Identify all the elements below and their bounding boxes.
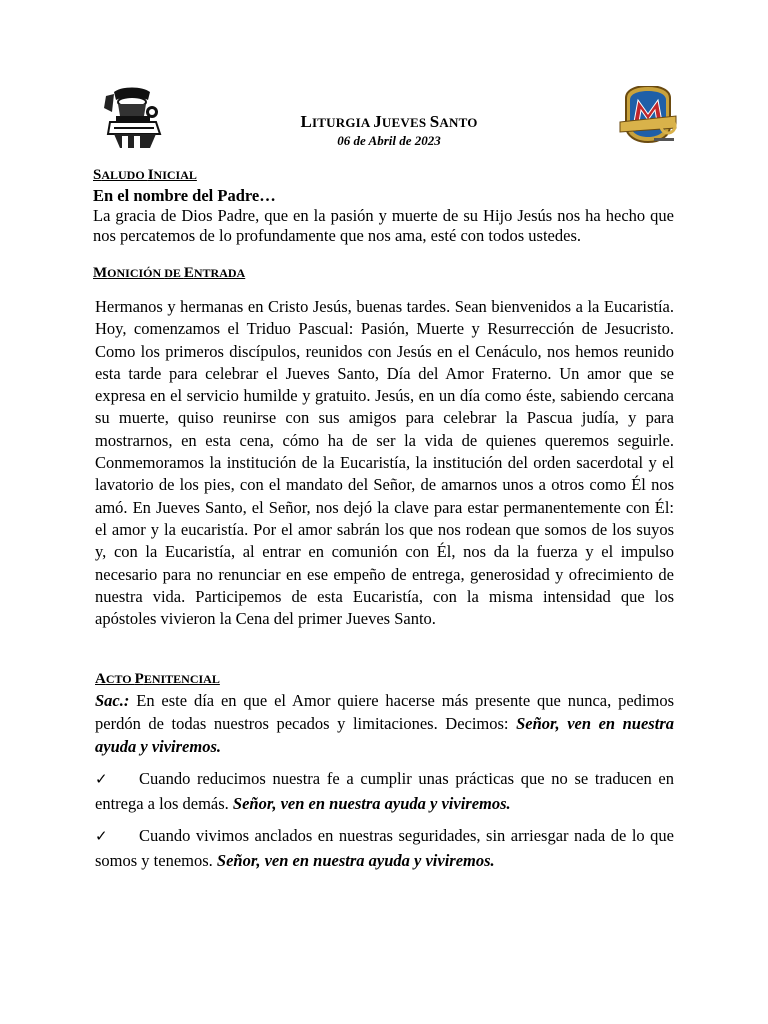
list-item-text: Cuando vivimos anclados en nuestras seguridades, sin arriesgar nada de lo que somos y tenemos. (95, 826, 674, 870)
list-item-response: Señor, ven en nuestra ayuda y viviremos. (232, 794, 511, 813)
monicion-text: Hermanos y hermanas en Cristo Jesús, buenas tardes. Sean bienvenidos a la Eucaristía. Hoy, comenzamos el Triduo Pascual: Pasión, Muerte y Resurrección de Jesucristo. Como los primeros discípulos, reunidos con Jesús en el Cenáculo, nos hemos reunido esta tarde para celebrar el Jueves Santo, Día del Amor Fraterno. Un amor que se expresa en el servicio humilde y gratuito. Jesús, en un día como éste, sabiendo cercana su muerte, quiso reunirse con sus amigos para celebrar la Pascua judía, y para mostrarnos, en esta cena, cómo ha de ser la vida de quienes queremos seguirle. Conmemoramos la institución de la Eucaristía, la institución del orden sacerdotal y el lavatorio de los pies, con el mandato del Señor, de amarnos unos a otros como Él nos amó. En Jueves Santo, el Señor, nos dejó la clave para estar permanentemente con Él: el amor y la eucaristía. Por el amor sabrán los que nos rodean que somos de los suyos y, con la Eucaristía, al entrar en comunión con Él, nos da la fuerza y el impulso necesario para no renunciar en ese empeño de entrega, generosidad y ofrecimiento de nuestra vida. Participemos de esta Eucaristía, con la misma intensidad que los apóstoles vivieron la Cena del primer Jueves Santo. (95, 297, 674, 629)
document-date: 06 de Abril de 2023 (337, 133, 441, 148)
marian-emblem-icon (618, 86, 678, 146)
monicion-section (93, 264, 674, 283)
list-item-text: Cuando reducimos nuestra fe a cumplir unas prácticas que no se traducen en entrega a los demás. (95, 769, 674, 813)
acto-intro-text: En este día en que el Amor quiere hacerse más presente que nunca, pedimos perdón de todas nuestros pecados y limitaciones. Decimos: (95, 691, 674, 733)
list-item (95, 767, 674, 815)
checkmark-icon: ✓ (95, 772, 108, 788)
speaker-label: Sac.: (95, 691, 130, 710)
monicion-heading: MONICIÓN DE ENTRADA (93, 265, 246, 281)
acto-section (95, 670, 674, 758)
acto-response: Señor, ven en nuestra ayuda y viviremos. (95, 714, 674, 756)
acto-intro (95, 689, 674, 758)
saludo-text: La gracia de Dios Padre, que en la pasión y muerte de su Hijo Jesús nos ha hecho que nos percatemos de lo profundamente que nos ama, esté con todos ustedes. (93, 206, 674, 245)
saludo-section (93, 166, 674, 246)
title-block (180, 111, 598, 148)
document-title: LITURGIA JUEVES SANTO (300, 112, 478, 131)
list-item (95, 824, 674, 872)
acto-heading: ACTO PENITENCIAL (95, 671, 220, 687)
chalice-altar-icon (100, 86, 168, 152)
checkmark-icon: ✓ (95, 829, 108, 845)
list-item-response: Señor, ven en nuestra ayuda y viviremos. (216, 851, 495, 870)
saludo-heading: SALUDO INICIAL (93, 167, 197, 183)
saludo-subheading: En el nombre del Padre… (93, 186, 276, 205)
